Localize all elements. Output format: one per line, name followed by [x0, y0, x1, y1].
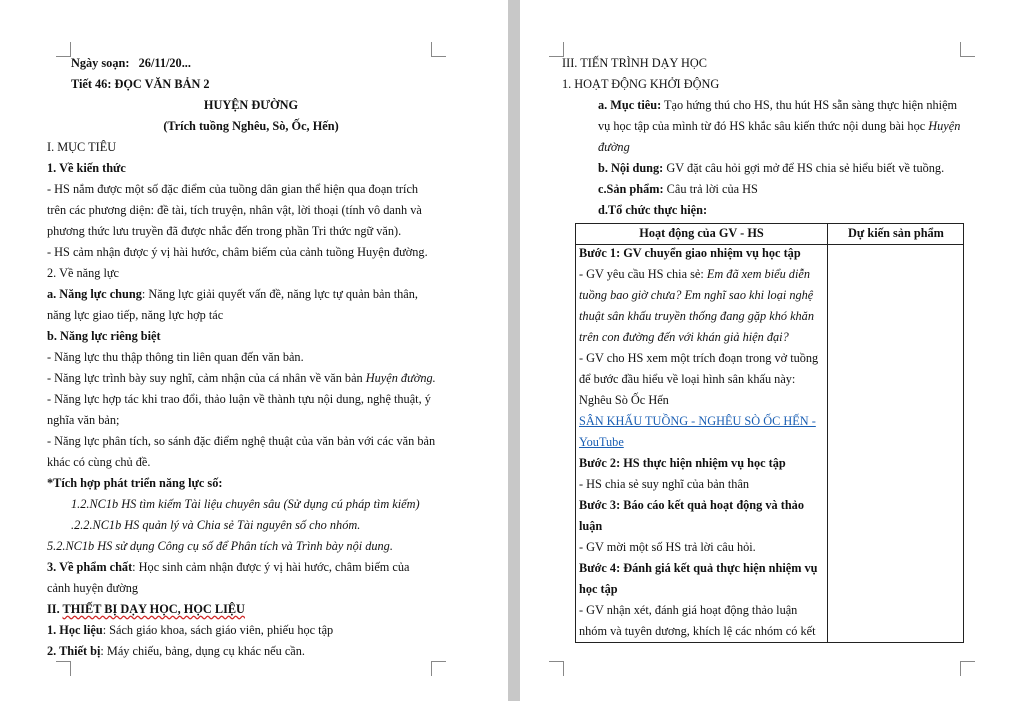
- step4-title: Bước 4: Đánh giá kết quả thực hiện nhiệm vụ: [579, 561, 818, 575]
- crop-mark: [56, 661, 71, 676]
- step1-text: Nghêu Sò Ốc Hến: [579, 393, 669, 407]
- step3-title: luận: [579, 519, 603, 533]
- prep-date: Ngày soạn: 26/11/20...: [71, 56, 191, 70]
- quality-text: cảnh huyện đường: [47, 581, 139, 595]
- goal-line: vụ học tập của mình từ đó HS khắc sâu kiến thức nội dung bài học Huyện: [598, 119, 961, 133]
- document-page-left: [0, 0, 508, 701]
- step2-title: Bước 2: HS thực hiện nhiệm vụ học tập: [579, 456, 786, 470]
- digital-item: 1.2.NC1b HS tìm kiếm Tài liệu chuyên sâu (Sử dụng cú pháp tìm kiếm): [71, 497, 420, 511]
- step1-text: thuật sân khấu truyền thống đang gặp khó khăn: [579, 309, 814, 323]
- materials-line: 1. Học liệu: Sách giáo khoa, sách giáo viên, phiếu học tập: [47, 623, 334, 637]
- goal-line: đường: [598, 140, 630, 154]
- section-objectives: I. MỤC TIÊU: [47, 140, 117, 154]
- step1-title: Bước 1: GV chuyển giao nhiệm vụ học tập: [579, 246, 801, 260]
- competence-item: - Năng lực trình bày suy nghĩ, cảm nhận của cá nhân về văn bản Huyện đường.: [47, 371, 436, 385]
- section-equipment: II. THIẾT BỊ DẠY HỌC, HỌC LIỆU: [47, 602, 245, 616]
- lesson-number: Tiết 46: ĐỌC VĂN BẢN 2: [71, 77, 210, 91]
- quality-heading: 3. Về phẩm chất: Học sinh cảm nhận được ý vị hài hước, châm biếm của: [47, 560, 410, 574]
- crop-mark: [549, 661, 564, 676]
- youtube-link[interactable]: YouTube: [579, 435, 624, 449]
- competence-item: khác có cùng chủ đề.: [47, 455, 151, 469]
- step1-text: - GV cho HS xem một trích đoạn trong vở tuồng: [579, 351, 819, 365]
- step1-text: tuồng bao giờ chưa? Em nghĩ sao khi loại nghệ: [579, 288, 814, 302]
- lesson-title: HUYỆN ĐƯỜNG: [203, 98, 299, 112]
- step2-text: - HS chia sẻ suy nghĩ của bản thân: [579, 477, 750, 491]
- crop-mark: [549, 42, 564, 57]
- general-competence: năng lực giao tiếp, năng lực hợp tác: [47, 308, 224, 322]
- competence-item: - Năng lực thu thập thông tin liên quan đến văn bản.: [47, 350, 304, 364]
- section-procedure: III. TIẾN TRÌNH DẠY HỌC: [562, 56, 707, 70]
- heading-competence: 2. Về năng lực: [47, 266, 120, 280]
- step3-text: - GV mời một số HS trả lời câu hỏi.: [579, 540, 756, 554]
- competence-item: - Năng lực hợp tác khi trao đổi, thảo luận về thành tựu nội dung, nghệ thuật, ý: [47, 392, 431, 406]
- step3-title: Bước 3: Báo cáo kết quả hoạt động và thảo: [579, 498, 804, 512]
- digital-item: 5.2.NC1b HS sử dụng Công cụ số để Phân tích và Trình bày nội dung.: [47, 539, 393, 553]
- knowledge-text: - HS cảm nhận được ý vị hài hước, châm biếm của cảnh tuồng Huyện đường.: [47, 245, 428, 259]
- table-header-product: Dự kiến sản phẩm: [848, 226, 944, 240]
- youtube-link[interactable]: SÂN KHẤU TUỒNG - NGHÊU SÒ ỐC HẾN -: [579, 414, 816, 428]
- document-page-right: [520, 0, 1027, 701]
- step1-text: trên con đường đến với khán giả hiện đại?: [579, 330, 789, 344]
- knowledge-text: trên các phương diện: đề tài, tích truyện, nhân vật, lời thoại (tính vô danh và: [47, 203, 422, 217]
- goal-line: a. Mục tiêu: Tạo hứng thú cho HS, thu hút HS sẵn sàng thực hiện nhiệm: [598, 98, 958, 112]
- crop-mark: [960, 661, 975, 676]
- content-line: b. Nội dung: GV đặt câu hỏi gợi mở để HS chia sẻ hiểu biết về tuồng.: [598, 161, 945, 175]
- digital-integration-heading: *Tích hợp phát triển năng lực số:: [47, 476, 223, 490]
- product-line: c.Sản phẩm: Câu trả lời của HS: [598, 182, 758, 196]
- competence-item: - Năng lực phân tích, so sánh đặc điểm nghệ thuật của văn bản với các văn bản: [47, 434, 436, 448]
- step1-text: - GV yêu cầu HS chia sẻ: Em đã xem biểu diễn: [579, 267, 810, 281]
- step1-text: để bước đầu hiểu về loại hình sân khấu này:: [579, 372, 796, 386]
- knowledge-text: phương thức lưu truyền đã được nhắc đến trong phần Tri thức ngữ văn).: [47, 224, 402, 238]
- activity-table: [575, 223, 964, 643]
- heading-knowledge: 1. Về kiến thức: [47, 161, 126, 175]
- activity-heading: 1. HOẠT ĐỘNG KHỞI ĐỘNG: [562, 77, 720, 91]
- specific-competence-heading: b. Năng lực riêng biệt: [47, 329, 161, 343]
- step4-text: nhóm và tuyên dương, khích lệ các nhóm có kết: [579, 624, 816, 638]
- digital-item: .2.2.NC1b HS quản lý và Chia sẻ Tài nguyên số cho nhóm.: [71, 518, 361, 532]
- crop-mark: [431, 661, 446, 676]
- page-gap: [508, 0, 520, 701]
- knowledge-text: - HS nắm được một số đặc điểm của tuồng dân gian thể hiện qua đoạn trích: [47, 182, 419, 196]
- organization-heading: d.Tổ chức thực hiện:: [598, 203, 708, 217]
- crop-mark: [431, 42, 446, 57]
- step4-text: - GV nhận xét, đánh giá hoạt động thảo luận: [579, 603, 798, 617]
- step4-title: học tập: [579, 582, 618, 596]
- equipment-line: 2. Thiết bị: Máy chiếu, bảng, dụng cụ khác nếu cần.: [47, 644, 305, 658]
- crop-mark: [56, 42, 71, 57]
- table-header-divider: [576, 244, 963, 245]
- general-competence: a. Năng lực chung: Năng lực giải quyết vấn đề, năng lực tự quản bản thân,: [47, 287, 418, 301]
- table-column-divider: [827, 224, 828, 642]
- competence-item: nghĩa văn bản;: [47, 413, 120, 427]
- table-header-activity: Hoạt động của GV - HS: [639, 226, 764, 240]
- lesson-subtitle: (Trích tuồng Nghêu, Sò, Ốc, Hến): [163, 119, 339, 133]
- crop-mark: [960, 42, 975, 57]
